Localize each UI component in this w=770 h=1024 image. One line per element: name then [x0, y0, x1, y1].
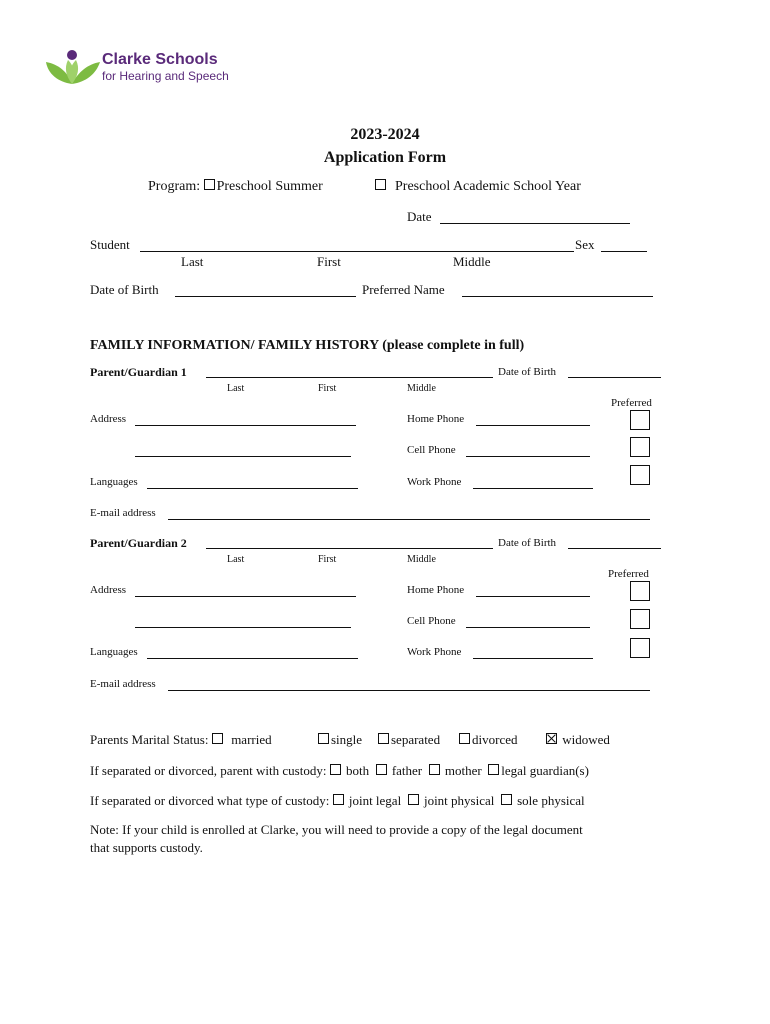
guardian1-home-phone-label: Home Phone — [407, 413, 465, 425]
checkbox-joint-legal[interactable] — [333, 794, 344, 805]
student-sub-first: First — [317, 254, 341, 269]
guardian1-languages-field[interactable] — [147, 488, 358, 489]
guardian2-email-field[interactable] — [168, 690, 650, 691]
guardian1-address2-field[interactable] — [135, 456, 351, 457]
program-row-2 — [375, 179, 581, 195]
guardian2-name-field[interactable] — [206, 548, 493, 549]
marital-divorced — [459, 732, 517, 748]
guardian1-work-preferred-box[interactable] — [630, 465, 650, 485]
guardian1-sub-first: First — [318, 383, 337, 394]
date-field[interactable] — [440, 223, 630, 224]
guardian1-cell-phone-field[interactable] — [466, 456, 590, 457]
guardian1-work-phone-field[interactable] — [473, 488, 593, 489]
logo-leaf-icon — [44, 48, 102, 86]
guardian1-email-label: E-mail address — [90, 507, 156, 519]
dob-label: Date of Birth — [90, 282, 159, 297]
guardian2-label: Parent/Guardian 2 — [90, 536, 187, 550]
marital-separated — [378, 732, 440, 748]
option-both: both — [345, 763, 370, 778]
preferred-name-field[interactable] — [462, 296, 653, 297]
student-label: Student — [90, 237, 130, 252]
guardian2-work-phone-field[interactable] — [473, 658, 593, 659]
custody-parent-label: If separated or divorced, parent with custody: — [90, 763, 327, 778]
option-legal-guardian: legal guardian(s) — [501, 763, 589, 778]
option-separated: separated — [391, 732, 441, 747]
guardian2-dob-field[interactable] — [568, 548, 661, 549]
student-sub-last: Last — [181, 254, 204, 269]
dob-field[interactable] — [175, 296, 356, 297]
option-joint-physical: joint physical — [423, 793, 495, 808]
marital-label: Parents Marital Status: — [90, 732, 209, 747]
note-line-1: Note: If your child is enrolled at Clarke, you will need to provide a copy of the legal document — [90, 822, 583, 837]
date-label: Date — [407, 209, 432, 224]
checkbox-mother[interactable] — [429, 764, 440, 775]
guardian2-preferred-label: Preferred — [608, 568, 649, 580]
checkbox-married[interactable] — [212, 733, 223, 744]
guardian2-cell-phone-field[interactable] — [466, 627, 590, 628]
guardian1-dob-field[interactable] — [568, 377, 661, 378]
marital-single — [318, 732, 362, 748]
guardian1-address-field[interactable] — [135, 425, 356, 426]
checkbox-both[interactable] — [330, 764, 341, 775]
checkbox-joint-physical[interactable] — [408, 794, 419, 805]
guardian2-work-phone-label: Work Phone — [407, 646, 462, 658]
guardian1-languages-label: Languages — [90, 476, 138, 488]
guardian2-sub-last: Last — [227, 554, 245, 565]
checkbox-single[interactable] — [318, 733, 329, 744]
option-father: father — [391, 763, 423, 778]
guardian1-dob-label: Date of Birth — [498, 366, 557, 378]
guardian2-home-phone-label: Home Phone — [407, 584, 465, 596]
note-line-2: that supports custody. — [90, 840, 203, 855]
family-heading: FAMILY INFORMATION/ FAMILY HISTORY (please complete in full) — [90, 338, 525, 353]
marital-widowed — [546, 732, 610, 748]
option-married: married — [231, 732, 272, 747]
option-joint-legal: joint legal — [348, 793, 402, 808]
student-name-field[interactable] — [140, 251, 574, 252]
guardian2-languages-field[interactable] — [147, 658, 358, 659]
student-sub-middle: Middle — [453, 254, 491, 269]
guardian1-label: Parent/Guardian 1 — [90, 365, 187, 379]
guardian2-sub-middle: Middle — [407, 554, 436, 565]
guardian2-address-field[interactable] — [135, 596, 356, 597]
checkbox-sole-physical[interactable] — [501, 794, 512, 805]
guardian2-languages-label: Languages — [90, 646, 138, 658]
guardian2-dob-label: Date of Birth — [498, 537, 557, 549]
marital-status-row — [90, 732, 272, 748]
program-row — [148, 179, 323, 195]
guardian2-work-preferred-box[interactable] — [630, 638, 650, 658]
guardian2-address2-field[interactable] — [135, 627, 351, 628]
program-option-academic: Preschool Academic School Year — [395, 179, 581, 194]
guardian2-cell-preferred-box[interactable] — [630, 609, 650, 629]
custody-type-label: If separated or divorced what type of custody: — [90, 793, 330, 808]
form-title: Application Form — [323, 149, 447, 166]
checkbox-father[interactable] — [376, 764, 387, 775]
logo-tagline: for Hearing and Speech — [102, 69, 229, 83]
option-sole-physical: sole physical — [517, 793, 585, 808]
guardian1-cell-preferred-box[interactable] — [630, 437, 650, 457]
sex-field[interactable] — [601, 251, 647, 252]
guardian1-cell-phone-label: Cell Phone — [407, 444, 456, 456]
program-label: Program: — [148, 179, 201, 194]
option-divorced: divorced — [472, 732, 518, 747]
checkbox-divorced[interactable] — [459, 733, 470, 744]
checkbox-legal-guardian[interactable] — [488, 764, 499, 775]
guardian1-work-phone-label: Work Phone — [407, 476, 462, 488]
guardian1-sub-middle: Middle — [407, 383, 436, 394]
guardian1-name-field[interactable] — [206, 377, 493, 378]
form-year: 2023-2024 — [350, 126, 420, 143]
guardian2-cell-phone-label: Cell Phone — [407, 615, 456, 627]
checkbox-widowed-checked[interactable] — [546, 733, 557, 744]
custody-type-row — [90, 793, 585, 809]
guardian2-home-preferred-box[interactable] — [630, 581, 650, 601]
guardian1-address-label: Address — [90, 413, 127, 425]
custody-parent-row — [90, 763, 589, 779]
sex-label: Sex — [575, 237, 595, 252]
guardian1-email-field[interactable] — [168, 519, 650, 520]
guardian1-home-phone-field[interactable] — [476, 425, 590, 426]
preferred-name-label: Preferred Name — [362, 282, 445, 297]
checkbox-preschool-academic[interactable] — [375, 179, 386, 190]
guardian2-address-label: Address — [90, 584, 127, 596]
program-option-summer: Preschool Summer — [216, 179, 323, 194]
checkbox-preschool-summer[interactable] — [204, 179, 215, 190]
option-widowed: widowed — [562, 732, 610, 747]
logo-title: Clarke Schools — [102, 51, 218, 68]
guardian1-home-preferred-box[interactable] — [630, 410, 650, 430]
guardian2-sub-first: First — [318, 554, 337, 565]
option-mother: mother — [444, 763, 482, 778]
guardian1-sub-last: Last — [227, 383, 245, 394]
guardian2-home-phone-field[interactable] — [476, 596, 590, 597]
option-single: single — [331, 732, 363, 747]
checkbox-separated[interactable] — [378, 733, 389, 744]
guardian2-email-label: E-mail address — [90, 678, 156, 690]
logo — [44, 48, 244, 88]
guardian1-preferred-label: Preferred — [611, 397, 652, 409]
